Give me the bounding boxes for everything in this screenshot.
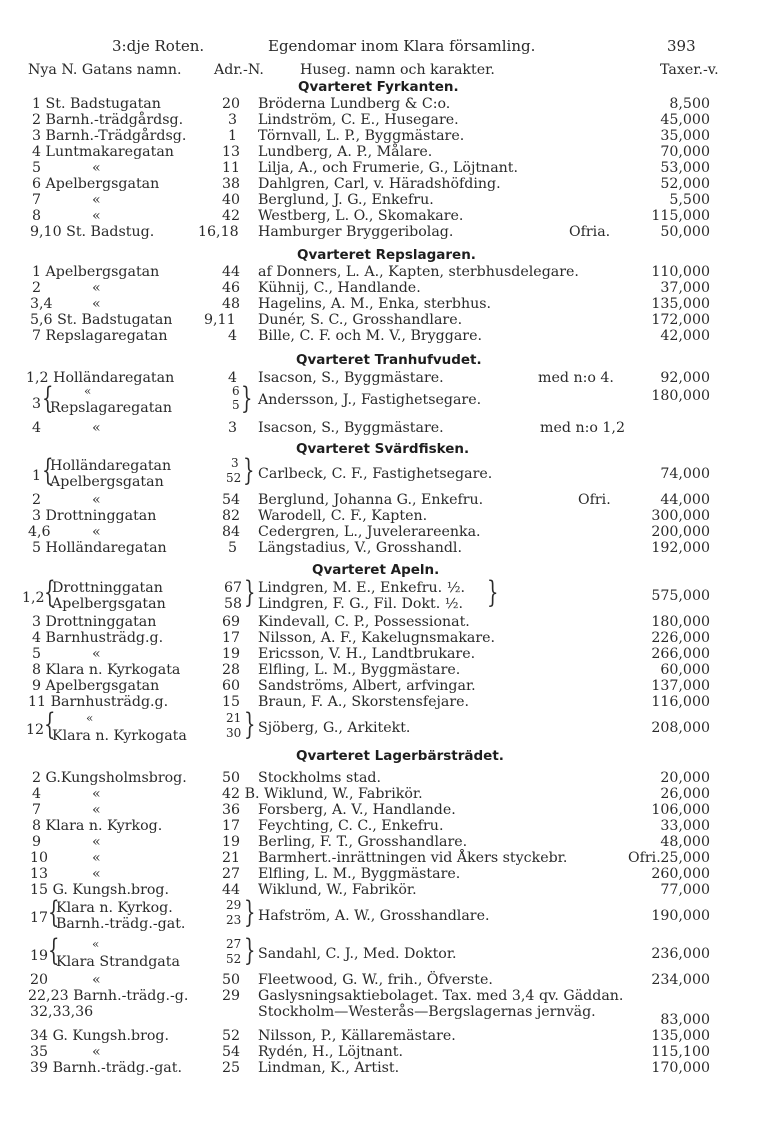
column-header-street: Nya N. Gatans namn.	[28, 62, 182, 78]
street-cell: 3 Barnh.-Trädgårdsg.	[32, 128, 187, 144]
address-cell: 82	[222, 508, 241, 524]
ditto-mark: «	[92, 937, 100, 951]
address-cell: 17	[222, 630, 241, 646]
street-cell: 2 G.Kungsholmsbrog.	[32, 770, 187, 786]
tax-cell: 115,100	[651, 1044, 710, 1060]
note-cell: Ofria.	[569, 224, 611, 240]
owner-cell: Sandahl, C. J., Med. Doktor.	[258, 946, 457, 962]
tax-cell: 180,000	[651, 388, 710, 404]
tax-cell: 5,500	[669, 192, 710, 208]
tax-cell: 172,000	[651, 312, 710, 328]
tax-cell: 52,000	[660, 176, 710, 192]
street-cell: 4	[32, 420, 42, 436]
tax-cell: 83,000	[660, 1012, 710, 1028]
street-number: 19	[30, 948, 49, 964]
tax-cell: 116,000	[651, 694, 710, 710]
tax-cell: 35,000	[660, 128, 710, 144]
address-cell: 48	[222, 296, 241, 312]
address-cell: 17	[222, 818, 241, 834]
owner-cell: Bröderna Lundberg & C:o.	[258, 96, 451, 112]
address-cell: 67	[224, 580, 243, 596]
tax-cell: 170,000	[651, 1060, 710, 1076]
tax-cell: 37,000	[660, 280, 710, 296]
note-cell: med n:o 1,2	[540, 420, 625, 436]
street-cell: 5,6 St. Badstugatan	[30, 312, 173, 328]
street-cell: Repslagaregatan	[50, 400, 172, 416]
brace-mark: }	[241, 381, 253, 416]
street-cell: 22,23 Barnh.-trädg.-g.	[28, 988, 189, 1004]
tax-cell: 77,000	[660, 882, 710, 898]
street-cell: 4 Barnhusträdg.g.	[32, 630, 164, 646]
brace-mark: }	[243, 453, 255, 488]
ditto-mark: «	[92, 280, 101, 296]
tax-cell: 190,000	[651, 908, 710, 924]
address-cell: 4	[228, 328, 238, 344]
address-cell: 52	[226, 952, 242, 966]
column-header-address: Adr.-N.	[214, 62, 264, 78]
street-cell: 20	[30, 972, 49, 988]
section-title: Qvarteret Repslagaren.	[297, 247, 476, 263]
street-cell: Klara Strandgata	[56, 954, 180, 970]
owner-cell: Berglund, Johanna G., Enkefru.	[258, 492, 484, 508]
street-cell: 3 Drottninggatan	[32, 508, 157, 524]
owner-cell: Cedergren, L., Juvelerareenka.	[258, 524, 481, 540]
owner-cell: Hagelins, A. M., Enka, sterbhus.	[258, 296, 492, 312]
tax-cell: 8,500	[669, 96, 710, 112]
tax-cell: 266,000	[651, 646, 710, 662]
address-cell: 29	[226, 898, 242, 912]
brace-mark: }	[487, 575, 499, 610]
owner-cell: Dahlgren, Carl, v. Häradshöfding.	[258, 176, 501, 192]
note-cell: Ofri.	[628, 850, 661, 866]
owner-cell: Nilsson, P., Källaremästare.	[258, 1028, 456, 1044]
owner-cell: af Donners, L. A., Kapten, sterbhusdelegare.	[258, 264, 579, 280]
owner-cell: Stockholms stad.	[258, 770, 381, 786]
tax-cell: 260,000	[651, 866, 710, 882]
owner-cell: Lindström, C. E., Husegare.	[258, 112, 459, 128]
page-title: Egendomar inom Klara församling.	[268, 37, 536, 55]
ditto-mark: «	[92, 972, 101, 988]
section-title: Qvarteret Fyrkanten.	[298, 79, 459, 95]
column-header-tax: Taxer.-v.	[660, 62, 719, 78]
address-cell: 42	[222, 208, 241, 224]
address-cell: 38	[222, 176, 241, 192]
owner-cell: Berglund, J. G., Enkefru.	[258, 192, 434, 208]
brace-mark: {	[44, 575, 56, 610]
brace-mark: {	[44, 707, 56, 742]
section-title: Qvarteret Svärdfisken.	[296, 441, 470, 457]
street-cell: 3,4	[30, 296, 53, 312]
tax-cell: 25,000	[660, 850, 710, 866]
tax-cell: 575,000	[651, 588, 710, 604]
tax-cell: 192,000	[651, 540, 710, 556]
address-cell: 36	[222, 802, 241, 818]
ditto-mark: «	[92, 646, 101, 662]
owner-cell: Sjöberg, G., Arkitekt.	[258, 720, 411, 736]
tax-cell: 234,000	[651, 972, 710, 988]
street-cell: Apelbergsgatan	[52, 596, 166, 612]
owner-cell: Kühnij, C., Handlande.	[258, 280, 421, 296]
brace-mark: }	[244, 895, 256, 930]
owner-cell: Isacson, S., Byggmästare.	[258, 370, 444, 386]
owner-cell: Dunér, S. C., Grosshandlare.	[258, 312, 463, 328]
street-cell: 7	[32, 192, 42, 208]
brace-mark: {	[42, 453, 54, 488]
street-cell: 10	[30, 850, 49, 866]
tax-cell: 33,000	[660, 818, 710, 834]
tax-cell: 208,000	[651, 720, 710, 736]
brace-mark: {	[48, 895, 60, 930]
street-cell: 7	[32, 802, 42, 818]
owner-cell: Sandströms, Albert, arfvingar.	[258, 678, 476, 694]
owner-cell: Ericsson, V. H., Landtbrukare.	[258, 646, 476, 662]
owner-cell: Forsberg, A. V., Handlande.	[258, 802, 456, 818]
tax-cell: 92,000	[660, 370, 710, 386]
address-cell: 19	[222, 646, 241, 662]
street-cell: 1,2 Holländaregatan	[26, 370, 175, 386]
owner-cell: Gaslysningsaktiebolaget. Tax. med 3,4 qv. Gäddan.	[258, 988, 624, 1004]
ditto-mark: «	[92, 866, 101, 882]
street-cell: 8 Klara n. Kyrkogata	[32, 662, 181, 678]
column-header-owner: Huseg. namn och karakter.	[300, 62, 495, 78]
owner-cell: Törnvall, L. P., Byggmästare.	[258, 128, 465, 144]
ditto-mark: «	[92, 192, 101, 208]
street-number: 17	[30, 910, 49, 926]
address-cell: 5	[232, 398, 240, 412]
owner-cell: Isacson, S., Byggmästare.	[258, 420, 444, 436]
owner-cell: Lilja, A., och Frumerie, G., Löjtnant.	[258, 160, 518, 176]
street-number: 1	[32, 468, 42, 484]
tax-cell: 115,000	[651, 208, 710, 224]
address-cell: 52	[226, 471, 242, 485]
owner-cell: Berling, F. T., Grosshandlare.	[258, 834, 468, 850]
owner-cell: Feychting, C. C., Enkefru.	[258, 818, 444, 834]
tax-cell: 137,000	[651, 678, 710, 694]
street-cell: 8 Klara n. Kyrkog.	[32, 818, 163, 834]
ditto-mark: «	[92, 802, 101, 818]
address-cell: 6	[232, 384, 240, 398]
street-number: 1,2	[22, 590, 45, 606]
address-cell: 5	[228, 540, 238, 556]
section-title: Qvarteret Lagerbärsträdet.	[296, 748, 504, 764]
note-cell: Ofri.	[578, 492, 611, 508]
tax-cell: 45,000	[660, 112, 710, 128]
street-cell: 9 Apelbergsgatan	[32, 678, 160, 694]
street-cell: 11 Barnhusträdg.g.	[28, 694, 169, 710]
street-cell: 1 Apelbergsgatan	[32, 264, 160, 280]
street-cell: Klara n. Kyrkog.	[56, 900, 173, 916]
street-cell: 7 Repslagaregatan	[32, 328, 168, 344]
street-cell: 6 Apelbergsgatan	[32, 176, 160, 192]
address-cell: 21	[226, 711, 242, 725]
ditto-mark: «	[92, 420, 101, 436]
ditto-mark: «	[84, 384, 92, 398]
street-number: 12	[26, 722, 45, 738]
street-cell: 4	[32, 786, 42, 802]
tax-cell: 70,000	[660, 144, 710, 160]
tax-cell: 53,000	[660, 160, 710, 176]
tax-cell: 200,000	[651, 524, 710, 540]
address-cell: 4	[228, 370, 238, 386]
owner-cell: Kindevall, C. P., Possessionat.	[258, 614, 470, 630]
owner-cell: Lindman, K., Artist.	[258, 1060, 400, 1076]
street-cell: 39 Barnh.-trädg.-gat.	[30, 1060, 182, 1076]
address-cell: 19	[222, 834, 241, 850]
address-cell: 3	[228, 112, 238, 128]
address-cell: 27	[222, 866, 241, 882]
street-cell: 4,6	[28, 524, 51, 540]
tax-cell: 135,000	[651, 1028, 710, 1044]
ditto-mark: «	[92, 850, 101, 866]
address-cell: 3	[228, 420, 238, 436]
street-cell: 3 Drottninggatan	[32, 614, 157, 630]
tax-cell: 110,000	[651, 264, 710, 280]
owner-cell: Bille, C. F. och M. V., Bryggare.	[258, 328, 482, 344]
street-cell: 5	[32, 160, 42, 176]
page-number: 393	[667, 37, 696, 55]
owner-cell: Lundberg, A. P., Målare.	[258, 144, 433, 160]
section-title: Qvarteret Apeln.	[312, 562, 440, 578]
brace-mark: {	[42, 381, 54, 416]
street-cell: Barnh.-trädg.-gat.	[56, 916, 186, 932]
street-cell: 5	[32, 646, 42, 662]
address-cell: 69	[222, 614, 241, 630]
address-cell: 20	[222, 96, 241, 112]
tax-cell: 60,000	[660, 662, 710, 678]
tax-cell: 48,000	[660, 834, 710, 850]
ditto-mark: «	[92, 160, 101, 176]
owner-cell: Nilsson, A. F., Kakelugnsmakare.	[258, 630, 496, 646]
tax-cell: 226,000	[651, 630, 710, 646]
brace-mark: {	[48, 933, 60, 968]
street-cell: Klara n. Kyrkogata	[52, 728, 187, 744]
owner-cell: Braun, F. A., Skorstensfejare.	[258, 694, 470, 710]
address-cell: 44	[222, 264, 241, 280]
owner-cell: Lindgren, F. G., Fil. Dokt. ½.	[258, 596, 464, 612]
owner-cell: Warodell, C. F., Kapten.	[258, 508, 428, 524]
owner-cell: Wiklund, W., Fabrikör.	[258, 882, 417, 898]
address-cell: 11	[222, 160, 241, 176]
address-cell: 44	[222, 882, 241, 898]
address-cell: 40	[222, 192, 241, 208]
ditto-mark: «	[92, 786, 101, 802]
address-cell: 46	[222, 280, 241, 296]
brace-mark: }	[244, 575, 256, 610]
ditto-mark: «	[92, 524, 101, 540]
owner-cell: Hafström, A. W., Grosshandlare.	[258, 908, 490, 924]
address-cell: 29	[222, 988, 241, 1004]
street-cell: 4 Luntmakaregatan	[32, 144, 174, 160]
ditto-mark: «	[92, 492, 101, 508]
tax-cell: 42,000	[660, 328, 710, 344]
ditto-mark: «	[92, 834, 101, 850]
street-cell: 9	[32, 834, 42, 850]
tax-cell: 50,000	[660, 224, 710, 240]
owner-cell: Lindgren, M. E., Enkefru. ½.	[258, 580, 465, 596]
street-cell: Drottninggatan	[52, 580, 163, 596]
owner-cell: Andersson, J., Fastighetsegare.	[258, 392, 482, 408]
ditto-mark: «	[92, 208, 101, 224]
owner-cell: Westberg, L. O., Skomakare.	[258, 208, 464, 224]
address-cell: 30	[226, 726, 242, 740]
address-cell: 60	[222, 678, 241, 694]
address-cell: 1	[228, 128, 238, 144]
street-cell: 5 Holländaregatan	[32, 540, 167, 556]
roten-label: 3:dje Roten.	[112, 37, 205, 55]
address-cell: 21	[222, 850, 241, 866]
street-cell: 2 Barnh.-trädgårdsg.	[32, 112, 184, 128]
owner-cell: Hamburger Bryggeribolag.	[258, 224, 454, 240]
address-cell: 52	[222, 1028, 241, 1044]
owner-cell: Elfling, L. M., Byggmästare.	[258, 866, 461, 882]
tax-cell: 20,000	[660, 770, 710, 786]
tax-cell: 106,000	[651, 802, 710, 818]
address-cell: 15	[222, 694, 241, 710]
address-cell: 50	[222, 770, 241, 786]
address-cell: 16,18	[198, 224, 239, 240]
tax-cell: 26,000	[660, 786, 710, 802]
street-cell: 9,10 St. Badstug.	[30, 224, 155, 240]
street-cell: 13	[30, 866, 49, 882]
address-cell: 3	[231, 456, 239, 470]
owner-cell: Carlbeck, C. F., Fastighetsegare.	[258, 466, 493, 482]
owner-cell: Wiklund, W., Fabrikör.	[264, 786, 423, 802]
note-cell: med n:o 4.	[538, 370, 614, 386]
street-cell: 2	[32, 492, 42, 508]
tax-cell: 135,000	[651, 296, 710, 312]
owner-cell: Elfling, L. M., Byggmästare.	[258, 662, 461, 678]
address-cell: 42 B.	[222, 786, 260, 802]
street-cell: Apelbergsgatan	[50, 474, 164, 490]
street-cell: 15 G. Kungsh.brog.	[30, 882, 169, 898]
street-cell: 8	[32, 208, 42, 224]
street-number: 3	[32, 396, 42, 412]
brace-mark: }	[244, 933, 256, 968]
tax-cell: 180,000	[651, 614, 710, 630]
owner-cell: Barmhert.-inrättningen vid Åkers styckebr.	[258, 850, 568, 866]
street-cell: 1 St. Badstugatan	[32, 96, 161, 112]
address-cell: 27	[226, 937, 242, 951]
tax-cell: 74,000	[660, 466, 710, 482]
ditto-mark: «	[86, 711, 94, 725]
owner-cell: Stockholm—Westerås—Bergslagernas jernväg.	[258, 1004, 596, 1020]
address-cell: 25	[222, 1060, 241, 1076]
address-cell: 50	[222, 972, 241, 988]
ditto-mark: «	[92, 296, 101, 312]
address-cell: 84	[222, 524, 241, 540]
section-title: Qvarteret Tranhufvudet.	[296, 352, 482, 368]
owner-cell: Fleetwood, G. W., frih., Öfverste.	[258, 972, 493, 988]
address-cell: 28	[222, 662, 241, 678]
brace-mark: }	[244, 707, 256, 742]
owner-cell: Längstadius, V., Grosshandl.	[258, 540, 462, 556]
tax-cell: 44,000	[660, 492, 710, 508]
address-cell: 9,11	[204, 312, 236, 328]
owner-cell: Rydén, H., Löjtnant.	[258, 1044, 403, 1060]
address-cell: 23	[226, 913, 242, 927]
address-cell: 58	[224, 596, 243, 612]
street-cell: 34 G. Kungsh.brog.	[30, 1028, 169, 1044]
street-cell: 35	[30, 1044, 49, 1060]
address-cell: 13	[222, 144, 241, 160]
tax-cell: 300,000	[651, 508, 710, 524]
address-cell: 54	[222, 492, 241, 508]
tax-cell: 236,000	[651, 946, 710, 962]
ditto-mark: «	[92, 1044, 101, 1060]
street-cell: 32,33,36	[30, 1004, 94, 1020]
street-cell: 2	[32, 280, 42, 296]
address-cell: 54	[222, 1044, 241, 1060]
street-cell: Holländaregatan	[50, 458, 172, 474]
